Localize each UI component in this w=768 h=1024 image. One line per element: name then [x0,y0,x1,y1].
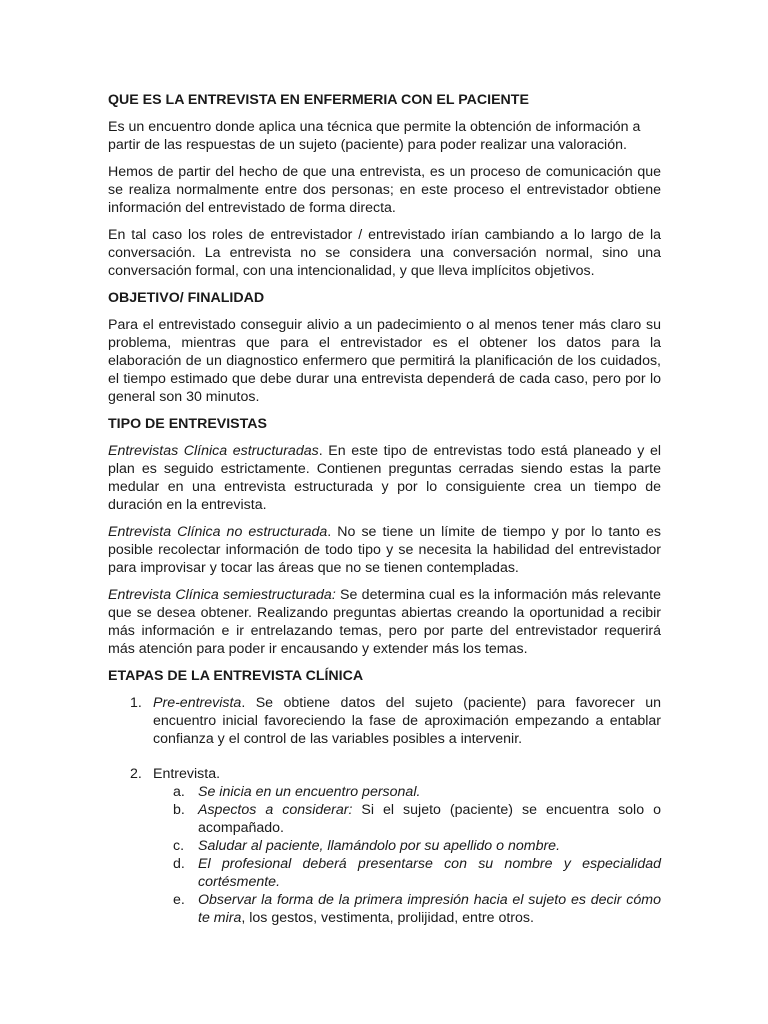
type-description: . No se tiene un límite de tiempo y por lo tanto es posible recolectar información de todo tipo y se necesita la habilidad del entrevistador para improvisar y tocar las áreas que no se tienen contempladas. [108,524,661,576]
stage-item-pre-interview [108,694,661,748]
interview-steps-list [153,783,661,927]
section-heading-intro: QUE ES LA ENTREVISTA EN ENFERMERIA CON EL PACIENTE [108,92,529,108]
list-letter: a. [173,784,185,800]
intro-paragraph-3: En tal caso los roles de entrevistador / entrevistado irían cambiando a lo largo de la conversación. La entrevista no se considera una conversación normal, sino una conversación formal, con una intencionalidad, y que lleva implícitos objetivos. [108,227,661,279]
type-paragraph-semistructured [108,586,661,658]
list-letter: d. [173,856,185,872]
section-heading-stages: ETAPAS DE LA ENTREVISTA CLÍNICA [108,668,364,684]
list-letter: c. [173,838,185,854]
stages-list [108,694,661,927]
stage-label: Entrevista. [153,766,221,782]
step-italic-text: El profesional deberá presentarse con su nombre y especialidad cortésmente. [198,856,661,890]
step-italic-text: Aspectos a considerar: [198,802,353,818]
step-italic-text: Observar la forma de la primera impresión hacia el sujeto es decir cómo te mira [198,892,661,926]
type-paragraph-structured [108,442,661,514]
intro-paragraph-1: Es un encuentro donde aplica una técnica que permite la obtención de información a partir de las respuestas de un sujeto (paciente) para poder realizar una valoración. [108,119,641,153]
type-term: Entrevista Clínica no estructurada [108,524,328,540]
interview-step [153,837,661,855]
stage-item-interview [108,765,661,927]
list-number: 2. [130,766,142,782]
list-letter: e. [173,892,185,908]
list-letter: b. [173,802,185,818]
stage-description: . Se obtiene datos del sujeto (paciente) para favorecer un encuentro inicial favoreciendo la fase de aproximación empezando a entablar confianza y el control de las variables posibles a intervenir. [153,695,661,747]
list-number: 1. [130,695,142,711]
interview-step [153,801,661,837]
type-paragraph-unstructured [108,523,661,577]
step-text: , los gestos, vestimenta, prolijidad, entre otros. [241,910,534,926]
section-heading-objective: OBJETIVO/ FINALIDAD [108,290,265,306]
stage-term: Pre-entrevista [153,695,242,711]
step-italic-text: Se inicia en un encuentro personal. [198,784,421,800]
interview-step [153,783,661,801]
step-italic-text: Saludar al paciente, llamándolo por su apellido o nombre. [198,838,561,854]
interview-step [153,891,661,927]
step-text: Si el sujeto (paciente) se encuentra solo o acompañado. [198,802,661,836]
section-heading-types: TIPO DE ENTREVISTAS [108,416,267,432]
type-term: Entrevistas Clínica estructuradas [108,443,319,459]
type-description: . En este tipo de entrevistas todo está planeado y el plan es seguido estrictamente. Contienen preguntas cerradas siendo estas la parte medular en una entrevista estructurada y por lo consiguiente crea un tiempo de duración en la entrevista. [108,443,661,513]
interview-step [153,855,661,891]
objective-paragraph: Para el entrevistado conseguir alivio a un padecimiento o al menos tener más claro su problema, mientras que para el entrevistador es el obtener los datos para la elaboración de un diagnostico enfermero que permitirá la planificación de los cuidados, el tiempo estimado que debe durar una entrevista dependerá de cada caso, pero por lo general son 30 minutos. [108,317,661,405]
intro-paragraph-2: Hemos de partir del hecho de que una entrevista, es un proceso de comunicación que se realiza normalmente entre dos personas; en este proceso el entrevistador obtiene información del entrevistado de forma directa. [108,164,661,216]
type-term: Entrevista Clínica semiestructurada: [108,587,336,603]
type-description: Se determina cual es la información más relevante que se desea obtener. Realizando preguntas abiertas creando la oportunidad a recibir más información e ir entrelazando temas, pero por parte del entrevistador requerirá más atención para poder ir encausando y extender más los temas. [108,587,661,657]
